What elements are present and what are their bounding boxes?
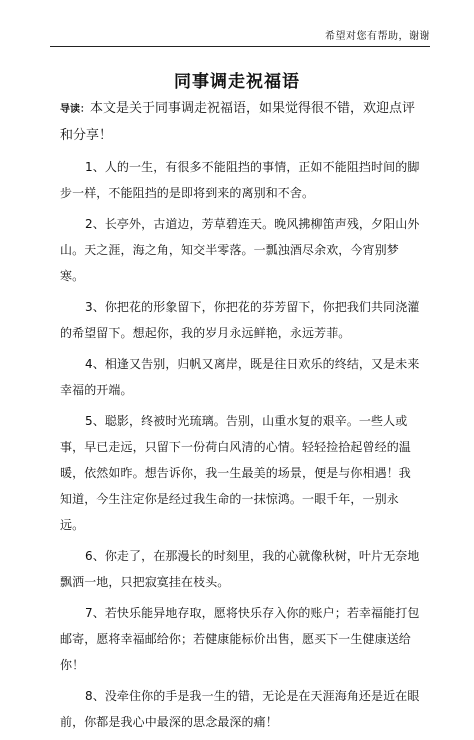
document-body [60,96,422,740]
paragraph-1: 1、人的一生，有很多不能阻挡的事情，正如不能阻挡时间的脚步一样，不能阻挡的是即将到来的离别和不舍。 [60,160,420,200]
intro-paragraph [60,96,422,149]
paragraph-7: 7、若快乐能异地存取，愿将快乐存入你的账户；若幸福能打包邮寄，愿将幸福邮给你；若健康能标价出售，愿买下一生健康送给你！ [60,606,420,672]
paragraph-6: 6、你走了，在那漫长的时刻里，我的心就像秋树，叶片无奈地飘洒一地，只把寂寞挂在枝头。 [60,549,420,589]
paragraph-5: 5、聪影，终被时光琉璃。告别，山重水复的艰辛。一些人或事，早已走远，只留下一份荷白风清的心情。轻轻捡拾起曾经的温暖，依然如昨。想告诉你，我一生最美的场景，便是与你相遇！我知道，今生注定你是经过我生命的一抹惊鸿。一眼千年，一别永远。 [60,414,411,532]
paragraph-4: 4、相逢又告别，归帆又离岸，既是往日欢乐的终结，又是未来幸福的开端。 [60,357,420,397]
paragraph-8: 8、没牵住你的手是我一生的错，无论是在天涯海角还是近在眼前，你都是我心中最深的思念最深的痛！ [60,689,420,729]
document-title: 同事调走祝福语 [174,72,300,92]
header-divider [50,46,430,47]
header-note: 希望对您有帮助，谢谢 [325,31,430,42]
intro-lead: 导读： [60,104,90,115]
paragraph-2: 2、长亭外，古道边，芳草碧连天。晚风拂柳笛声残，夕阳山外山。天之涯，海之角，知交半零落。一瓢浊酒尽余欢，今宵别梦寒。 [60,217,420,283]
paragraph-3: 3、你把花的形象留下，你把花的芬芳留下，你把我们共同浇灌的希望留下。想起你，我的岁月永远鲜艳，永远芳菲。 [60,300,420,340]
intro-text: 本文是关于同事调走祝福语，如果觉得很不错，欢迎点评和分享！ [60,101,416,143]
